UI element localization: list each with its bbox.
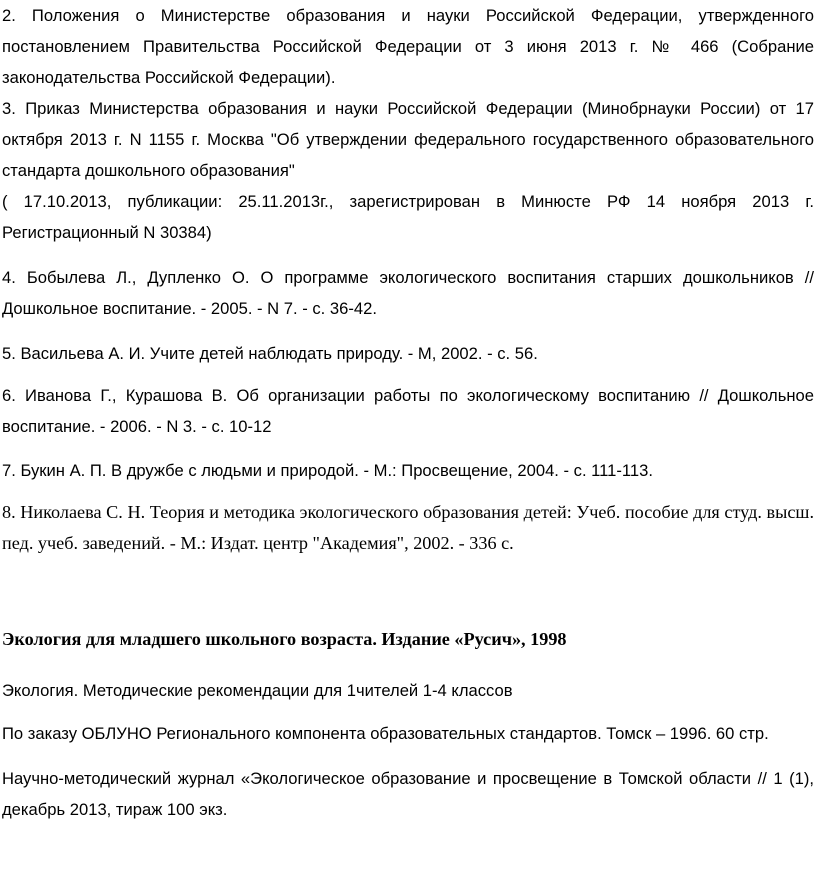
reference-item-3-details: ( 17.10.2013, публикации: 25.11.2013г., зарегистрирован в Минюсте РФ 14 ноября 2013 г. Регистрационный N 30384) — [2, 192, 814, 242]
section-heading: Экология для младшего школьного возраста. Издание «Русич», 1998 — [2, 629, 567, 649]
reference-item-6: 6. Иванова Г., Курашова В. Об организации работы по экологическому воспитанию // Дошкольное воспитание. - 2006. - N 3. - с. 10-12 — [2, 386, 814, 436]
reference-item-2: 2. Положения о Министерстве образования и науки Российской Федерации, утвержденного постановлением Правительства Российской Федерации от 3 июня 2013 г. № 466 (Собрание законодательства Российской Федерации). — [2, 6, 814, 87]
reference-item-5: 5. Васильева А. И. Учите детей наблюдать природу. - М, 2002. - с. 56. — [2, 344, 538, 363]
extra-item-1: Экология. Методические рекомендации для 1чителей 1-4 классов — [2, 681, 513, 700]
extra-item-3: Научно-методический журнал «Экологическое образование и просвещение в Томской области // 1 (1), декабрь 2013, тираж 100 экз. — [2, 769, 814, 819]
reference-item-8: 8. Николаева С. Н. Теория и методика экологического образования детей: Учеб. пособие для студ. высш. пед. учеб. заведений. - М.: Издат. центр "Академия", 2002. - 336 с. — [2, 502, 814, 553]
reference-item-3: 3. Приказ Министерства образования и науки Российской Федерации (Минобрнауки России) от 17 октября 2013 г. N 1155 г. Москва "Об утверждении федерального государственного образовательного стандарта дошкольного образования" — [2, 99, 814, 180]
reference-item-4: 4. Бобылева Л., Дупленко О. О программе экологического воспитания старших дошкольников // Дошкольное воспитание. - 2005. - N 7. - с. 36-42. — [2, 268, 814, 318]
reference-item-7: 7. Букин А. П. В дружбе с людьми и природой. - М.: Просвещение, 2004. - с. 111-113. — [2, 461, 653, 480]
extra-item-2: По заказу ОБЛУНО Регионального компонента образовательных стандартов. Томск – 1996. 60 стр. — [2, 724, 769, 743]
